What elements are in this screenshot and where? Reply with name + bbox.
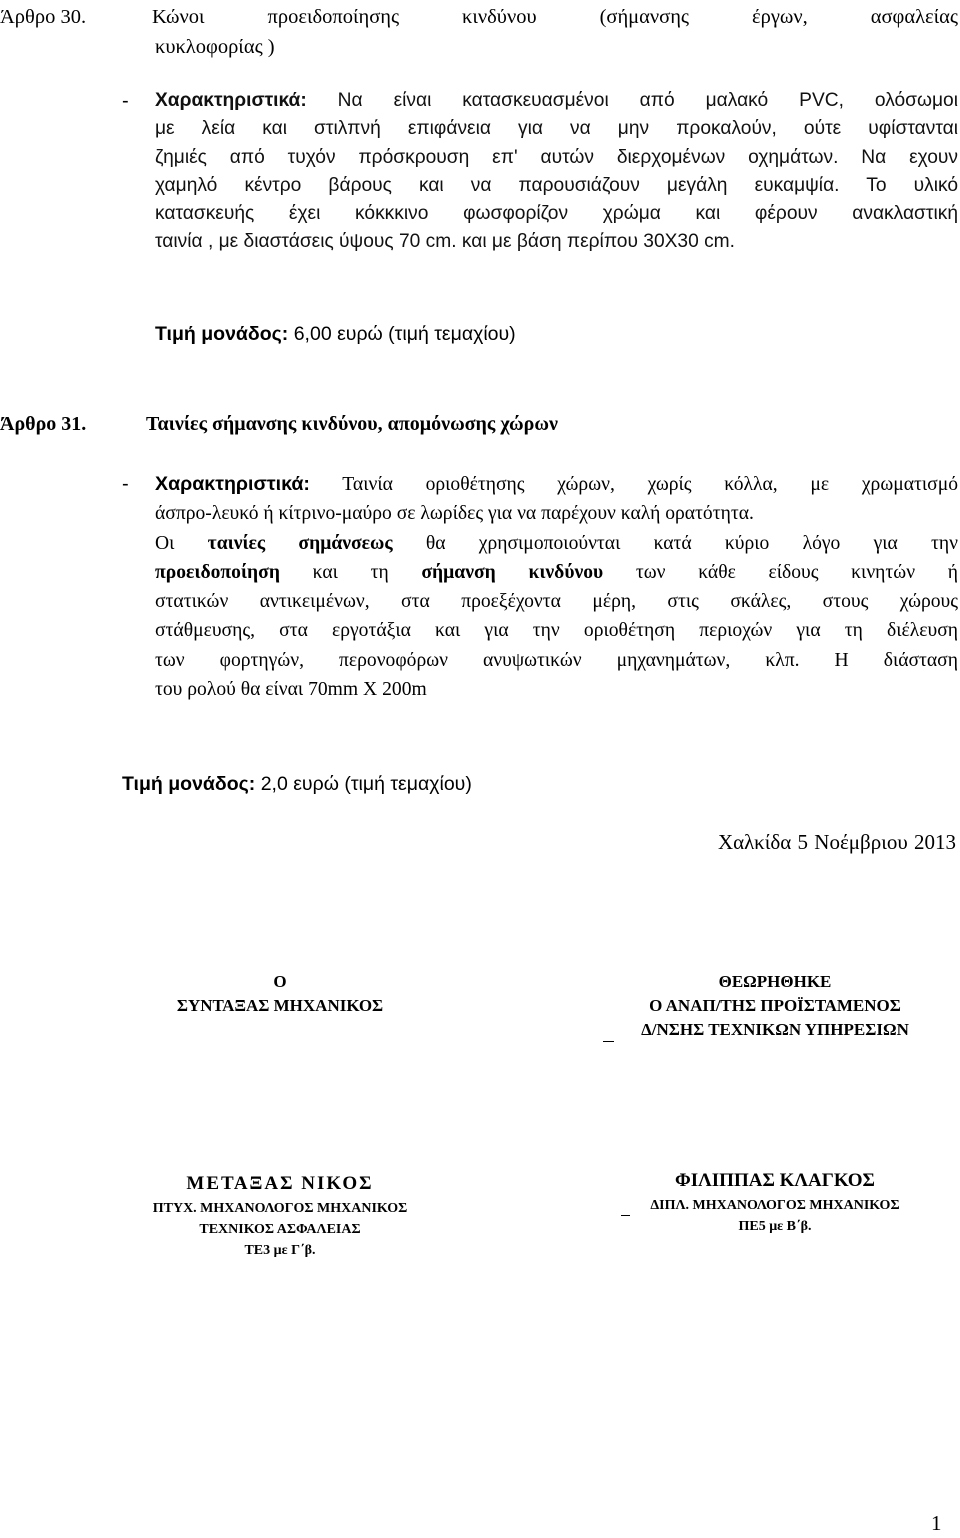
article-30-number: Άρθρο 30. <box>0 6 87 28</box>
article-31-body-line: Χαρακτηριστικά: Ταινία οριοθέτησης χώρων, χωρίς κόλλα, με χρωματισμό <box>155 473 958 495</box>
signatory-title: ΤΕΧΝΙΚΟΣ ΑΣΦΑΛΕΙΑΣ <box>199 1222 361 1237</box>
article-31-title: Ταινίες σήμανσης κινδύνου, απομόνωσης χώρων <box>146 413 558 435</box>
article-31-body-line: στατικών αντικειμένων, στα προεξέχοντα μέρη, στις σκάλες, στους χώρους <box>155 591 958 613</box>
article-30-title-line1: Κώνοι προειδοποίησης κινδύνου (σήμανσης έργων, ασφαλείας <box>152 6 958 28</box>
role-line: ΣΥΝΤΑΞΑΣ ΜΗΧΑΝΙΚΟΣ <box>176 996 384 1015</box>
article-31-unit-price <box>122 770 472 798</box>
article-30-title-line2: κυκλοφορίας ) <box>155 36 275 58</box>
right-signature-block <box>575 1167 960 1237</box>
unit-price-label: Τιμή μονάδος: <box>122 773 256 795</box>
article-30-body-line: ταινία , με διαστάσεις ύψους 70 cm. και με βάση περίπου 30Χ30 cm. <box>155 231 735 253</box>
article-31-body-line: του ρολού θα είναι 70mm Χ 200m <box>155 679 427 701</box>
article-30-unit-price <box>155 320 516 348</box>
signatory-grade: ΠΕ5 με Β΄β. <box>738 1219 812 1234</box>
article-31-body <box>155 470 958 704</box>
emphasis-text: προειδοποίηση <box>155 561 280 583</box>
page-number: 1 <box>931 1511 942 1535</box>
article-30-body-line: χαμηλό κέντρο βάρους και να παρουσιάζουν μεγάλη ευκαμψία. Το υλικό <box>155 174 958 196</box>
emphasis-text: ταινίες σημάνσεως <box>207 532 393 554</box>
date-line: Χαλκίδα 5 Νοέμβριου 2013 <box>718 830 956 854</box>
signatory-name: ΜΕΤΑΞΑΣ ΝΙΚΟΣ <box>186 1173 374 1194</box>
characteristics-label: Χαρακτηριστικά: <box>155 90 307 111</box>
article-31-bullet: - <box>122 473 129 495</box>
signatory-grade: ΤΕ3 με Γ΄β. <box>244 1243 316 1258</box>
left-signature-block <box>80 1170 480 1261</box>
article-31-body-line: των φορτηγών, περονοφόρων ανυψωτικών μηχανημάτων, κλπ. Η διάσταση <box>155 649 958 671</box>
right-signature-role <box>580 970 960 1042</box>
article-30-body-line: Χαρακτηριστικά: Να είναι κατασκευασμένοι από μαλακό PVC, ολόσωμοι <box>155 90 958 111</box>
signatory-title: ΔΙΠΛ. ΜΗΧΑΝΟΛΟΓΟΣ ΜΗΧΑΝΙΚΟΣ <box>650 1198 900 1213</box>
article-31-body-line: άσπρο-λευκό ή κίτρινο-μαύρο σε λωρίδες για να παρέχουν καλή ορατότητα. <box>155 503 754 525</box>
signatory-name: ΦΙΛΙΠΠΑΣ ΚΛΑΓΚΟΣ <box>675 1170 875 1191</box>
underline-first-letter <box>621 1215 630 1216</box>
role-line: Δ/ΝΣΗΣ ΤΕΧΝΙΚΩΝ ΥΠΗΡΕΣΙΩΝ <box>641 1020 909 1039</box>
article-31-number: Άρθρο 31. <box>0 413 87 435</box>
unit-price-label: Τιμή μονάδος: <box>155 323 289 345</box>
signatory-title: ΠΤΥΧ. ΜΗΧΑΝΟΛΟΓΟΣ ΜΗΧΑΝΙΚΟΣ <box>152 1201 408 1216</box>
article-30-bullet: - <box>122 90 129 112</box>
article-30-body-line: κατασκευής έχει κόκκκινο φωσφορίζον χρώμα και φέρουν ανακλαστική <box>155 203 958 225</box>
article-31-body-line: στάθμευσης, στα εργοτάξια και για την οριοθέτηση περιοχών για τη διέλευση <box>155 620 958 642</box>
characteristics-label: Χαρακτηριστικά: <box>155 473 310 495</box>
unit-price-value: 2,0 ευρώ (τιμή τεμαχίου) <box>255 773 472 795</box>
article-30-body <box>155 87 958 257</box>
role-line: Ο ΑΝΑΠ/ΤΗΣ ΠΡΟΪΣΤΑΜΕΝΟΣ <box>649 996 901 1015</box>
role-line: Ο <box>273 972 287 991</box>
unit-price-value: 6,00 ευρώ (τιμή τεμαχίου) <box>288 323 516 345</box>
article-30-body-line: με λεία και στιλπνή επιφάνεια για να μην προκαλούν, ούτε υφίστανται <box>155 118 958 140</box>
article-30-body-line: ζημιές από τυχόν πρόσκρουση επ' αυτών διερχομένων οχημάτων. Να εχουν <box>155 146 958 168</box>
left-signature-role <box>100 970 460 1018</box>
article-31-body-line: Οι ταινίες σημάνσεως θα χρησιμοποιούνται κατά κύριο λόγο για την <box>155 532 958 554</box>
article-31-body-line: προειδοποίηση και τη σήμανση κινδύνου των κάθε είδους κινητών ή <box>155 561 958 583</box>
role-line: ΘΕΩΡΗΘΗΚΕ <box>718 972 832 991</box>
underline-first-letter <box>603 1041 614 1042</box>
emphasis-text: σήμανση κινδύνου <box>421 561 604 583</box>
